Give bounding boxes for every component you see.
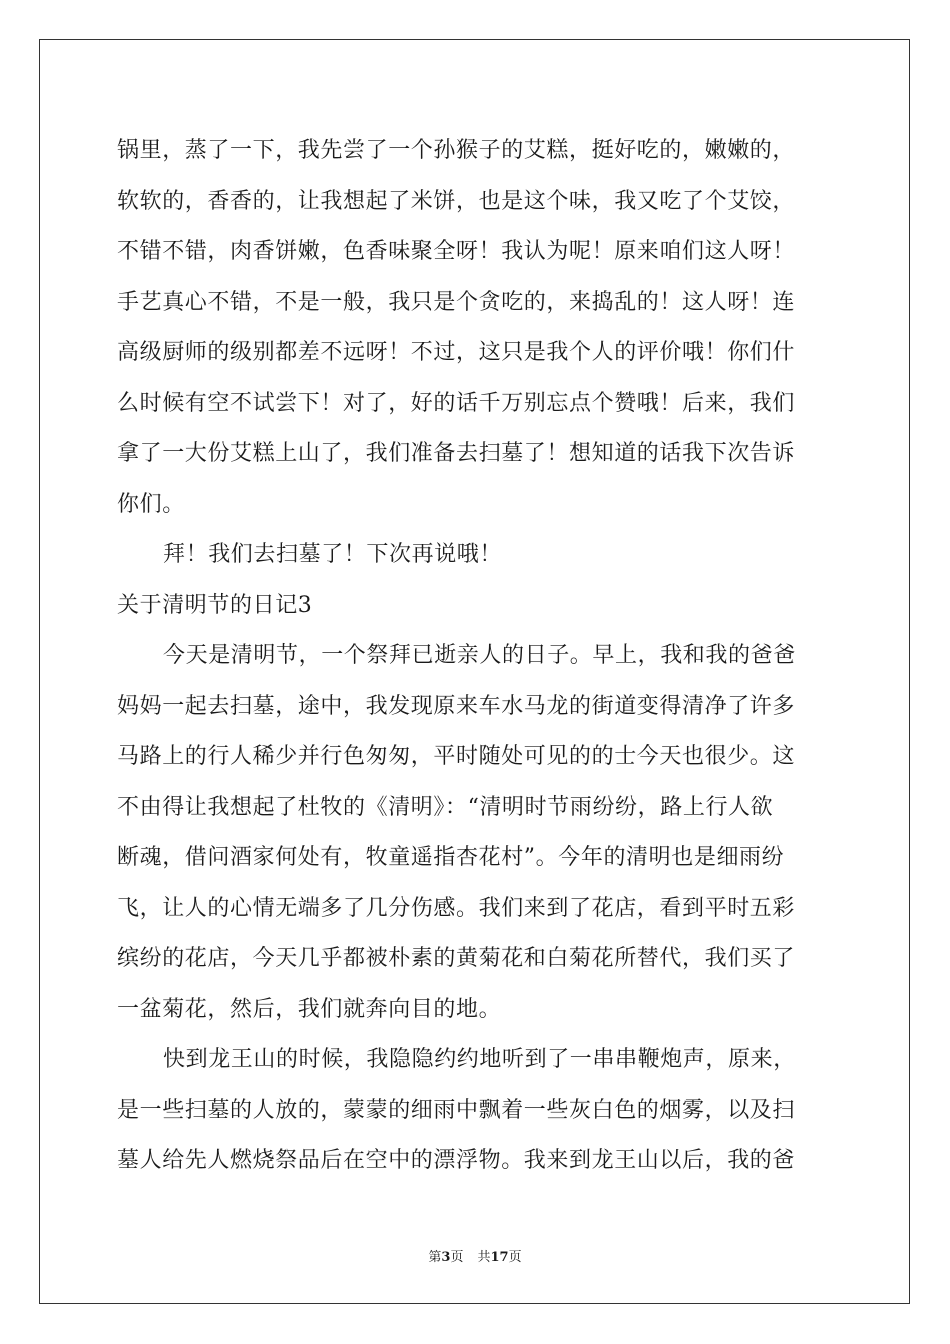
text-line: 是一些扫墓的人放的，蒙蒙的细雨中飘着一些灰白色的烟雾，以及扫 [117, 1097, 796, 1123]
text-line: 手艺真心不错，不是一般，我只是个贪吃的，来捣乱的！这人呀！连 [117, 289, 796, 315]
text-line: 你们。 [117, 491, 185, 517]
text-line: 妈妈一起去扫墓，途中，我发现原来车水马龙的街道变得清净了许多 [117, 693, 796, 719]
text-line: 不由得让我想起了杜牧的《清明》：“清明时节雨纷纷，路上行人欲 [117, 794, 774, 820]
page-number: 3 [441, 1250, 451, 1265]
text-line: 么时候有空不试尝下！对了，好的话千万别忘点个赞哦！后来，我们 [117, 390, 796, 416]
text-line: 拜！我们去扫墓了！下次再说哦！ [163, 542, 503, 567]
document-body [117, 126, 837, 1187]
page-prefix: 第 [428, 1250, 442, 1265]
text-line: 快到龙王山的时候，我隐隐约约地听到了一串串鞭炮声，原来， [163, 1047, 796, 1072]
page-suffix: 页 [450, 1250, 464, 1265]
text-line: 墓人给先人燃烧祭品后在空中的漂浮物。我来到龙王山以后，我的爸 [117, 1148, 796, 1173]
text-line: 今天是清明节，一个祭拜已逝亲人的日子。早上，我和我的爸爸 [163, 643, 796, 668]
text-line: 拿了一大份艾糕上山了，我们准备去扫墓了！想知道的话我下次告诉 [117, 441, 796, 466]
text-line: 锅里，蒸了一下，我先尝了一个孙猴子的艾糕，挺好吃的，嫩嫩的， [117, 138, 796, 163]
text-line: 缤纷的花店，今天几乎都被朴素的黄菊花和白菊花所替代，我们买了 [117, 946, 796, 971]
total-prefix: 共 [477, 1250, 491, 1265]
total-pages: 17 [490, 1250, 509, 1265]
text-line: 断魂，借问酒家何处有，牧童遥指杏花村”。今年的清明也是细雨纷 [117, 845, 785, 870]
text-line: 一盆菊花，然后，我们就奔向目的地。 [117, 996, 502, 1022]
text-line: 马路上的行人稀少并行色匆匆，平时随处可见的的士今天也很少。这 [117, 744, 796, 769]
total-suffix: 页 [508, 1250, 522, 1265]
section-heading: 关于清明节的日记3 [117, 592, 313, 618]
text-line: 飞，让人的心情无端多了几分伤感。我们来到了花店，看到平时五彩 [117, 895, 796, 921]
text-line: 不错不错，肉香饼嫩，色香味聚全呀！我认为呢！原来咱们这人呀！ [117, 239, 796, 264]
text-line: 软软的，香香的，让我想起了米饼，也是这个味，我又吃了个艾饺， [117, 188, 796, 214]
text-line: 高级厨师的级别都差不远呀！不过，这只是我个人的评价哦！你们什 [117, 340, 796, 365]
page-footer [0, 1250, 950, 1266]
